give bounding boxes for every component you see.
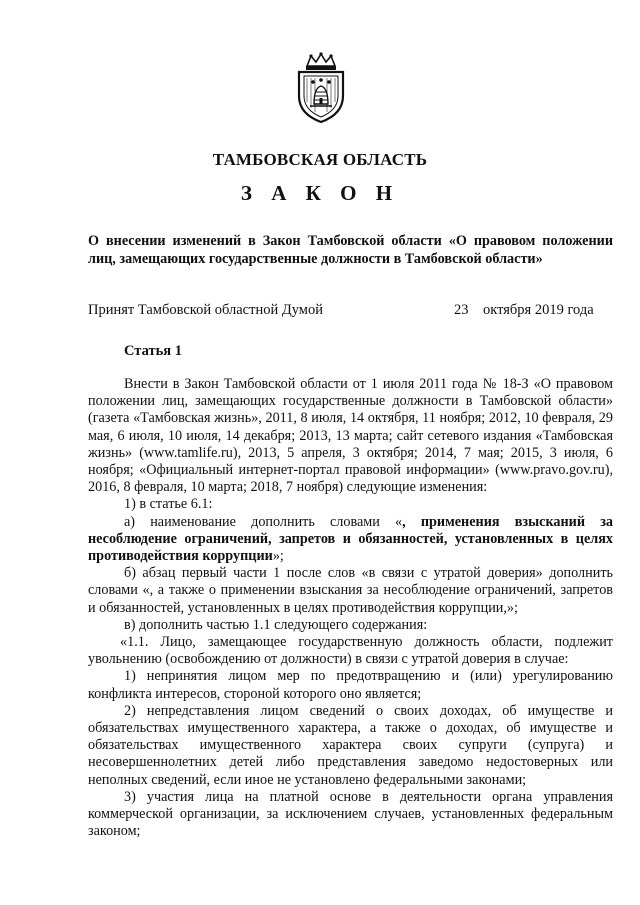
paragraph-text: »; [272,548,284,565]
paragraph: б) абзац первый части 1 после слов «в связи с утратой доверия» дополнить словами «, а также о применении взыскания за несоблюдение ограничений, запретов и обязанностей, установленных в целях противодействия коррупции,»; [88,565,613,616]
paragraph: «1.1. Лицо, замещающее государственную должность области, подлежит увольнению (освобождению от должности) в связи с утратой доверия в случае: [88,634,613,668]
article-body [88,376,613,840]
adoption-month-year: октября 2019 года [483,302,594,318]
adopted-by: Принят Тамбовской областной Думой [88,302,323,318]
paragraph: 1) в статье 6.1: [124,496,213,513]
paragraph [88,514,613,566]
coat-of-arms-icon [293,52,349,124]
paragraph: 3) участия лица на платной основе в деятельности органа управления коммерческой организации, за исключением случаев, установленных федеральным законом; [88,788,613,840]
region-title: ТАМБОВСКАЯ ОБЛАСТЬ [212,150,428,169]
adoption-line [88,302,613,319]
document-type: З А К О Н [240,181,400,205]
adoption-date [454,302,594,319]
adoption-day: 23 [454,302,469,318]
law-subject: О внесении изменений в Закон Тамбовской области «О правовом положении лиц, замещающих государственные должности в Тамбовской области» [88,233,613,267]
paragraph-text: а) наименование дополнить словами « [124,513,403,530]
paragraph-bold-text: , применения взысканий за несоблюдение ограничений, запретов и обязанностей, установленных в целях противодействия коррупции [88,513,613,565]
paragraph: Внести в Закон Тамбовской области от 1 июля 2011 года № 18-З «О правовом положении лиц, замещающих государственные должности в Тамбовской области» (газета «Тамбовская жизнь», 2011, 8 июля, 14 октября, 11 ноября; 2012, 10 февраля, 29 мая, 6 июля, 10 июля, 14 декабря; 2013, 13 марта; сайт сетевого издания «Тамбовская жизнь» (www.tamlife.ru), 2013, 5 апреля, 3 октября; 2014, 7 мая; 2015, 3 июля, 6 ноября; «Официальный интернет-портал правовой информации» (www.pravo.gov.ru), 2016, 8 февраля, 10 марта; 2018, 7 ноября) следующие изменения: [88,376,613,496]
paragraph: 1) непринятия лицом мер по предотвращению и (или) урегулированию конфликта интересов, стороной которого оно является; [88,668,613,702]
paragraph: 2) непредставления лицом сведений о своих доходах, об имуществе и обязательствах имущественного характера, а также о доходах, об имуществе и обязательствах имущественного характера своих супруги (супруга) и несовершеннолетних детей либо представления заведомо недостоверных или неполных сведений, если иное не установлено федеральными законами; [88,702,613,788]
paragraph: в) дополнить частью 1.1 следующего содержания: [124,616,428,633]
article-heading: Статья 1 [124,343,182,359]
